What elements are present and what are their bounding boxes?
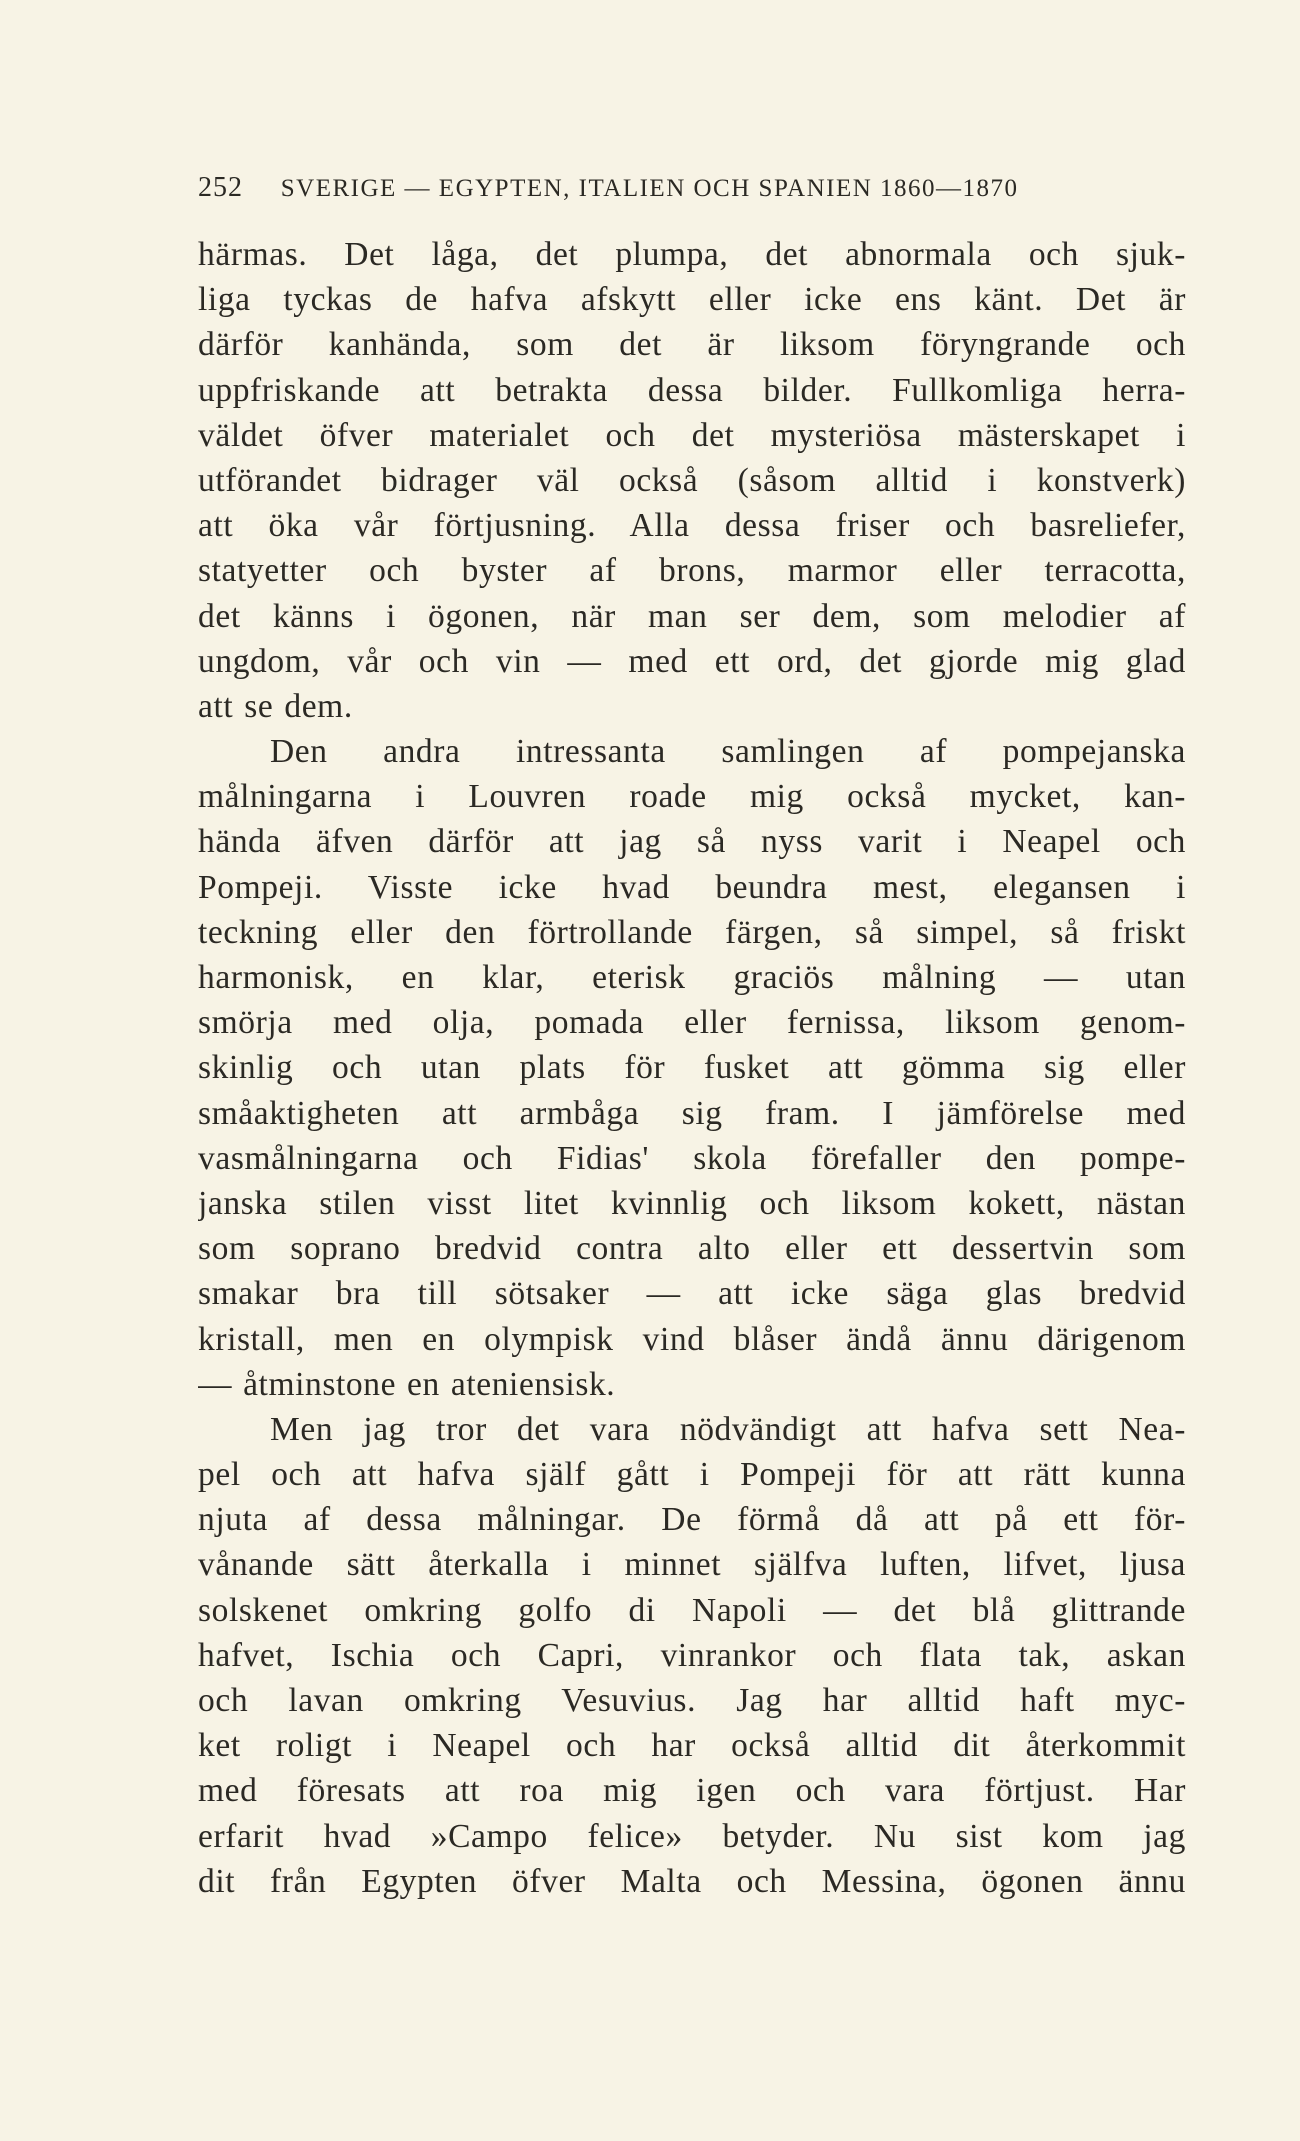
running-title: SVERIGE — EGYPTEN, ITALIEN OCH SPANIEN 1860—1870 xyxy=(280,175,1019,202)
text-line: skinlig och utan plats för fusket att gömma sig eller xyxy=(198,1049,1186,1087)
text-line: som soprano bredvid contra alto eller ett dessertvin som xyxy=(198,1230,1186,1268)
text-line: njuta af dessa målningar. De förmå då att på ett för- xyxy=(198,1501,1186,1539)
text-line: med föresats att roa mig igen och vara förtjust. Har xyxy=(198,1772,1186,1810)
body-text xyxy=(198,232,1186,1904)
text-line: härmas. Det låga, det plumpa, det abnormala och sjuk- xyxy=(198,236,1186,273)
text-line: vasmålningarna och Fidias' skola förefaller den pompe- xyxy=(198,1139,1186,1177)
text-line: vånande sätt återkalla i minnet själfva luften, lifvet, ljusa xyxy=(198,1546,1186,1584)
text-line: uppfriskande att betrakta dessa bilder. Fullkomliga herra- xyxy=(198,371,1186,409)
text-line: janska stilen visst litet kvinnlig och liksom kokett, nästan xyxy=(198,1184,1186,1222)
text-line: ungdom, vår och vin — med ett ord, det gjorde mig glad xyxy=(198,642,1186,680)
text-line: smakar bra till sötsaker — att icke säga glas bredvid xyxy=(198,1275,1186,1313)
text-line: harmonisk, en klar, eterisk graciös målning — utan xyxy=(198,959,1186,996)
text-line: erfarit hvad »Campo felice» betyder. Nu sist kom jag xyxy=(198,1817,1186,1855)
text-line: därför kanhända, som det är liksom föryngrande och xyxy=(198,326,1186,364)
text-line: småaktigheten att armbåga sig fram. I jämförelse med xyxy=(198,1094,1186,1132)
text-line: pel och att hafva själf gått i Pompeji för att rätt kunna xyxy=(198,1456,1186,1494)
text-line: det känns i ögonen, när man ser dem, som melodier af xyxy=(198,597,1186,635)
text-line: målningarna i Louvren roade mig också mycket, kan- xyxy=(198,778,1186,816)
page-number: 252 xyxy=(198,172,243,203)
text-line: liga tyckas de hafva afskytt eller icke ens känt. Det är xyxy=(198,281,1186,319)
text-line: dit från Egypten öfver Malta och Messina, ögonen ännu xyxy=(198,1862,1186,1900)
text-line: teckning eller den förtrollande färgen, så simpel, så friskt xyxy=(198,913,1186,951)
text-line: ket roligt i Neapel och har också alltid dit återkommit xyxy=(198,1727,1186,1765)
text-line: — åtminstone en ateniensisk. xyxy=(198,1365,616,1403)
text-line: och lavan omkring Vesuvius. Jag har alltid haft myc- xyxy=(198,1682,1186,1719)
text-line: smörja med olja, pomada eller fernissa, liksom genom- xyxy=(198,1004,1186,1042)
text-line: Den andra intressanta samlingen af pompejanska xyxy=(270,733,1186,771)
text-line: solskenet omkring golfo di Napoli — det blå glittrande xyxy=(198,1591,1186,1629)
page-header xyxy=(198,172,1144,208)
text-line: Pompeji. Visste icke hvad beundra mest, elegansen i xyxy=(198,868,1186,906)
text-line: utförandet bidrager väl också (såsom alltid i konstverk) xyxy=(198,461,1186,499)
text-line: att se dem. xyxy=(198,687,353,725)
text-line: statyetter och byster af brons, marmor eller terracotta, xyxy=(198,552,1186,590)
text-line: Men jag tror det vara nödvändigt att hafva sett Nea- xyxy=(270,1410,1186,1448)
text-line: väldet öfver materialet och det mysteriösa mästerskapet i xyxy=(198,416,1186,454)
text-line: kristall, men en olympisk vind blåser ändå ännu därigenom xyxy=(198,1320,1186,1358)
text-line: hända äfven därför att jag så nyss varit i Neapel och xyxy=(198,823,1186,861)
text-line: hafvet, Ischia och Capri, vinrankor och flata tak, askan xyxy=(198,1636,1186,1674)
text-line: att öka vår förtjusning. Alla dessa friser och basreliefer, xyxy=(198,507,1186,545)
